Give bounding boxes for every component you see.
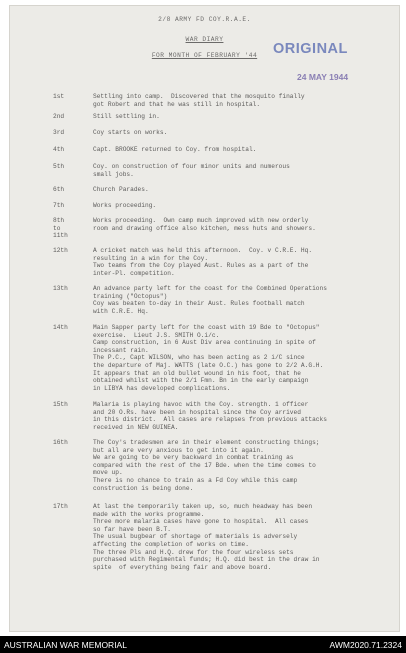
archive-footer <box>0 636 406 653</box>
entry-text: Church Parades. <box>93 186 149 193</box>
entry-day: 2nd <box>53 113 65 120</box>
entry-text: Coy. on construction of four minor units and numerous small jobs. <box>93 163 290 178</box>
entry-text: Still settling in. <box>93 113 160 120</box>
entry-day: 15th <box>53 401 68 408</box>
entry-text: Malaria is playing havoc with the Coy. strength. 1 officer and 20 O.Rs. have been in hospital since the Coy arrived in this district. All cases are relapses from previous attacks received in NEW GUINEA. <box>93 401 327 431</box>
entry-day: 1st <box>53 93 65 100</box>
original-stamp: ORIGINAL <box>273 41 348 57</box>
entry-day: 17th <box>53 503 68 510</box>
archive-reference: AWM2020.71.2324 <box>329 640 402 650</box>
entry-text: An advance party left for the coast for the Combined Operations training ("Octopus") Coy was beaten to-day in their Aust. Rules football match with C.R.E. Hq. <box>93 285 327 315</box>
entry-day: 7th <box>53 202 65 209</box>
entry-day: 8th to 11th <box>53 217 68 240</box>
unit-title: 2/8 ARMY FD COY.R.A.E. <box>158 16 251 23</box>
entry-text: Coy starts on works. <box>93 129 168 136</box>
entry-day: 4th <box>53 146 65 153</box>
entry-text: The Coy's tradesmen are in their element constructing things; but all are very anxious to get into it again. We are going to be very backward in combat training as compared with the rest of the 17 Bde. when the time comes to move up. There is no chance to train as a Fd Coy while this camp construction is being done. <box>93 439 320 492</box>
diary-title-text: WAR DIARY <box>185 36 224 43</box>
entry-text: Works proceeding. <box>93 202 157 209</box>
entry-day: 14th <box>53 324 68 331</box>
entry-day: 5th <box>53 163 65 170</box>
entry-text: A cricket match was held this afternoon. Coy. v C.R.E. Hq. resulting in a win for the Coy. Two teams from the Coy played Aust. Rules as a part of the inter-Pl. competition. <box>93 247 313 277</box>
entry-text: Capt. BROOKE returned to Coy. from hospital. <box>93 146 257 153</box>
entry-day: 3rd <box>53 129 65 136</box>
entry-day: 16th <box>53 439 68 446</box>
entry-day: 12th <box>53 247 68 254</box>
month-title-text: FOR MONTH OF FEBRUARY '44 <box>151 52 258 59</box>
entry-text: Settling into camp. Discovered that the mosquito finally got Robert and that he was still in hospital. <box>93 93 305 108</box>
diary-page <box>9 5 400 632</box>
entry-text: Main Sapper party left for the coast with 19 Bde to "Octopus" exercise. Lieut J.S. SMITH O.i/c. Camp construction, in 6 Aust Div area continuing in spite of incessant rain. The P.C., Capt WILSON, who has been acting as 2 i/C since the departure of Maj. WATTS (late O.C.) has gone to 2/2 A.G.H. It appears that an old bullet wound in his foot, that he obtained whilst with the 2/1 Fmn. Bn in the early campaign in LIBYA has developed complications. <box>93 324 324 392</box>
entry-text: At last the temporarily taken up, so, much headway has been made with the works programme. Three more malaria cases have gone to hospital. All cases so far have been B.T. The usual bugbear of shortage of materials is adversely affecting the completion of works on time. The three Pls and H.Q. drew for the four wireless sets purchased with Regimental funds; H.Q. did best in the draw in spite of everything being fair and above board. <box>93 503 320 571</box>
entry-text: Works proceeding. Own camp much improved with new orderly room and drawing office also kitchen, mess huts and showers. <box>93 217 316 232</box>
date-stamp: 24 MAY 1944 <box>297 72 349 82</box>
entry-day: 13th <box>53 285 68 292</box>
entry-day: 6th <box>53 186 65 193</box>
archive-name: AUSTRALIAN WAR MEMORIAL <box>4 640 127 650</box>
